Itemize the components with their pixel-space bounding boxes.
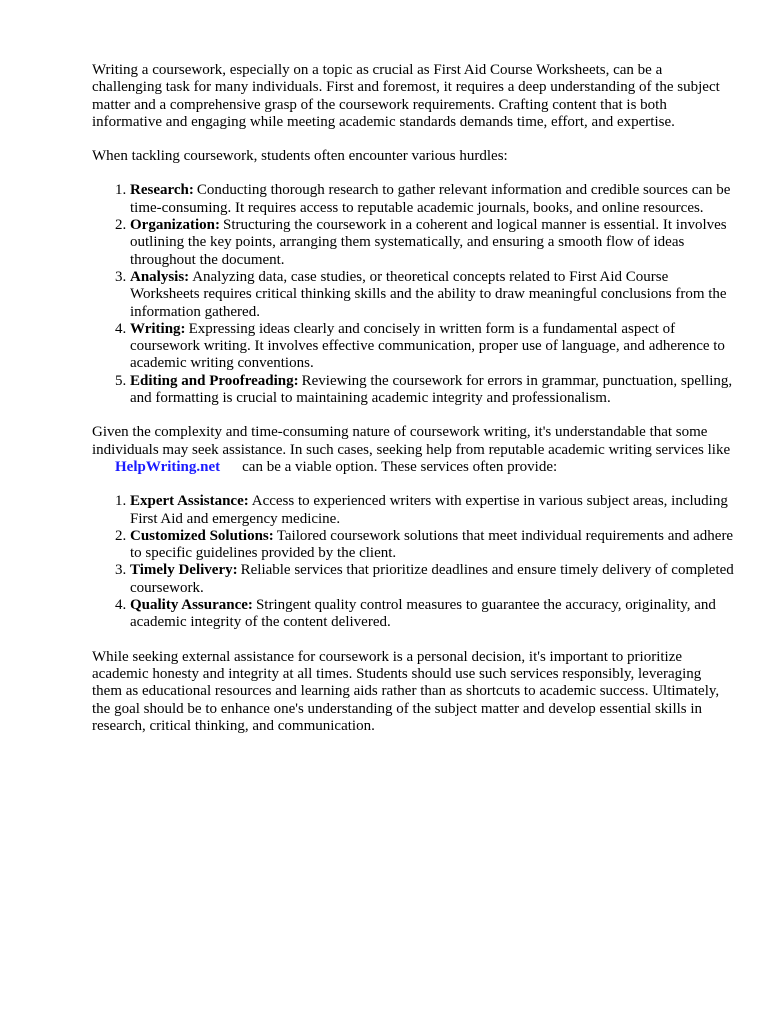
document-body — [92, 62, 734, 752]
hurdles-intro: When tackling coursework, students often encounter various hurdles: — [92, 148, 508, 165]
benefits-list — [92, 493, 734, 631]
item-term: Research: — [130, 182, 194, 199]
list-item — [130, 528, 734, 563]
helpwriting-link[interactable]: HelpWriting.net — [115, 458, 221, 475]
item-text: Reliable services that prioritize deadlines and ensure timely delivery of completed coursework. — [130, 562, 734, 596]
item-term: Expert Assistance: — [130, 493, 249, 510]
item-text: Structuring the coursework in a coherent and logical manner is essential. It involves outlining the key points, arranging them systematically, and ensuring a smooth flow of ideas throughout the document. — [130, 217, 727, 268]
services-text-after: can be a viable option. These services often provide: — [242, 458, 558, 475]
services-text-before: Given the complexity and time-consuming nature of coursework writing, it's understandable that some individuals may seek assistance. In such cases, seeking help from reputable academic writing services like — [92, 424, 731, 458]
list-item — [130, 269, 734, 321]
list-item — [130, 217, 734, 269]
list-item — [130, 321, 734, 373]
item-term: Quality Assurance: — [130, 597, 253, 614]
item-term: Editing and Proofreading: — [130, 372, 299, 389]
item-text: Tailored coursework solutions that meet individual requirements and adhere to specific guidelines provided by the client. — [130, 527, 734, 562]
services-paragraph — [92, 424, 734, 476]
list-item — [130, 493, 734, 528]
item-text: Conducting thorough research to gather relevant information and credible sources can be time-consuming. It requires access to reputable academic journals, books, and online resources. — [130, 182, 731, 216]
item-text: Stringent quality control measures to guarantee the accuracy, originality, and academic integrity of the content delivered. — [130, 597, 716, 631]
hurdles-list — [92, 182, 734, 407]
list-item — [130, 597, 734, 632]
conclusion-paragraph: While seeking external assistance for coursework is a personal decision, it's important to prioritize academic honesty and integrity at all times. Students should use such services responsibly, leveraging them as educational resources and learning aids rather than as shortcuts to academic success. Ultimately, the goal should be to enhance one's understanding of the subject matter and develop essential skills in research, critical thinking, and communication. — [92, 648, 720, 734]
list-item — [130, 373, 734, 408]
list-item — [130, 182, 734, 217]
item-term: Timely Delivery: — [130, 562, 238, 579]
item-text: Access to experienced writers with expertise in various subject areas, including First Aid and emergency medicine. — [130, 493, 728, 527]
item-text: Analyzing data, case studies, or theoretical concepts related to First Aid Course Worksheets requires critical thinking skills and the ability to draw meaningful conclusions from the information gathered. — [130, 268, 727, 320]
item-term: Organization: — [130, 217, 220, 234]
item-term: Writing: — [130, 320, 186, 337]
item-term: Analysis: — [130, 268, 190, 285]
list-item — [130, 562, 734, 597]
item-text: Reviewing the coursework for errors in grammar, punctuation, spelling, and formatting is crucial to maintaining academic integrity and professionalism. — [130, 372, 733, 407]
item-term: Customized Solutions: — [130, 527, 274, 544]
item-text: Expressing ideas clearly and concisely in written form is a fundamental aspect of coursework writing. It involves effective communication, proper use of language, and adherence to academic writing conventions. — [130, 320, 725, 372]
intro-paragraph: Writing a coursework, especially on a topic as crucial as First Aid Course Worksheets, can be a challenging task for many individuals. First and foremost, it requires a deep understanding of the subject matter and a comprehensive grasp of the coursework requirements. Crafting content that is both informative and engaging while meeting academic standards demands time, effort, and expertise. — [92, 62, 720, 130]
